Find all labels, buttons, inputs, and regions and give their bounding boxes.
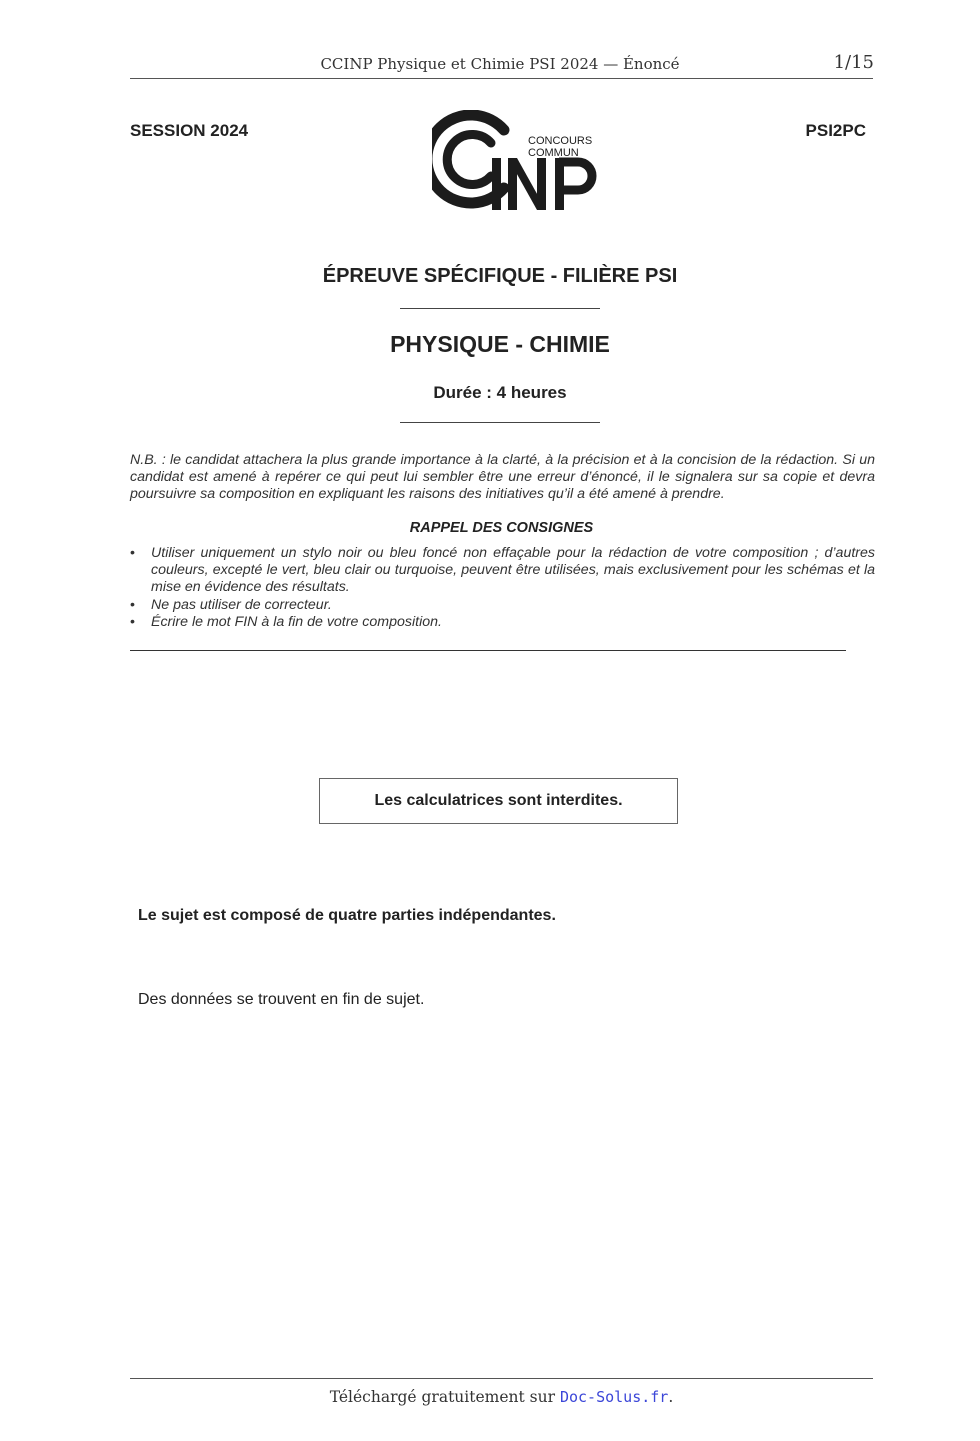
rules-list [130, 545, 875, 631]
subject-title: PHYSIQUE - CHIMIE [390, 331, 610, 357]
data-statement: Des données se trouvent en fin de sujet. [138, 991, 425, 1008]
logo-text-commun: COMMUN [528, 147, 579, 159]
running-title: CCINP Physique et Chimie PSI 2024 — Énoncé [320, 55, 680, 73]
nb-notice: N.B. : le candidat attachera la plus grande importance à la clarté, à la précision et à la concision de la rédaction. Si un candidat est amené à repérer ce qui peut lui sembler être une erreur d’énoncé, il le signalera sur sa copie et devra poursuivre sa composition en expliquant les raisons des initiatives qu’il a été amené à prendre. [130, 452, 875, 503]
bullet-icon: • [130, 596, 135, 613]
title-rule [400, 308, 600, 309]
calculator-notice-box [319, 778, 678, 824]
logo-text-concours: CONCOURS [528, 135, 593, 147]
parts-statement: Le sujet est composé de quatre parties indépendantes. [138, 907, 556, 924]
rappel-title: RAPPEL DES CONSIGNES [409, 520, 594, 536]
footer [130, 1388, 873, 1406]
exam-code: PSI2PC [805, 121, 866, 140]
session-label: SESSION 2024 [130, 121, 249, 140]
epreuve-title: ÉPREUVE SPÉCIFIQUE - FILIÈRE PSI [322, 265, 678, 287]
duration-rule [400, 422, 600, 423]
bullet-icon: • [130, 545, 135, 561]
footer-suffix: . [668, 1388, 674, 1406]
rule-text: Écrire le mot FIN à la fin de votre composition. [151, 613, 442, 630]
bullet-icon: • [130, 613, 135, 630]
calculator-notice: Les calculatrices sont interdites. [374, 792, 623, 809]
page-number: 1/15 [833, 52, 874, 73]
section-rule [130, 650, 846, 651]
duration: Durée : 4 heures [433, 383, 567, 402]
ccinp-logo [432, 110, 604, 216]
rule-text: Utiliser uniquement un stylo noir ou bleu foncé non effaçable pour la rédaction de votre composition ; d’autres couleurs, excepté le vert, bleu clair ou turquoise, peuvent être utilisées, mais exclusivement pour les schémas et la mise en évidence des résultats. [151, 545, 875, 596]
doc-solus-link[interactable]: Doc-Solus.fr [559, 1388, 669, 1406]
rule-item [130, 614, 875, 631]
rule-item [130, 597, 875, 614]
header-rule [130, 78, 873, 79]
footer-prefix: Téléchargé gratuitement sur [329, 1388, 556, 1406]
rule-text: Ne pas utiliser de correcteur. [151, 596, 332, 613]
rule-item [130, 545, 875, 597]
footer-rule [130, 1378, 873, 1379]
